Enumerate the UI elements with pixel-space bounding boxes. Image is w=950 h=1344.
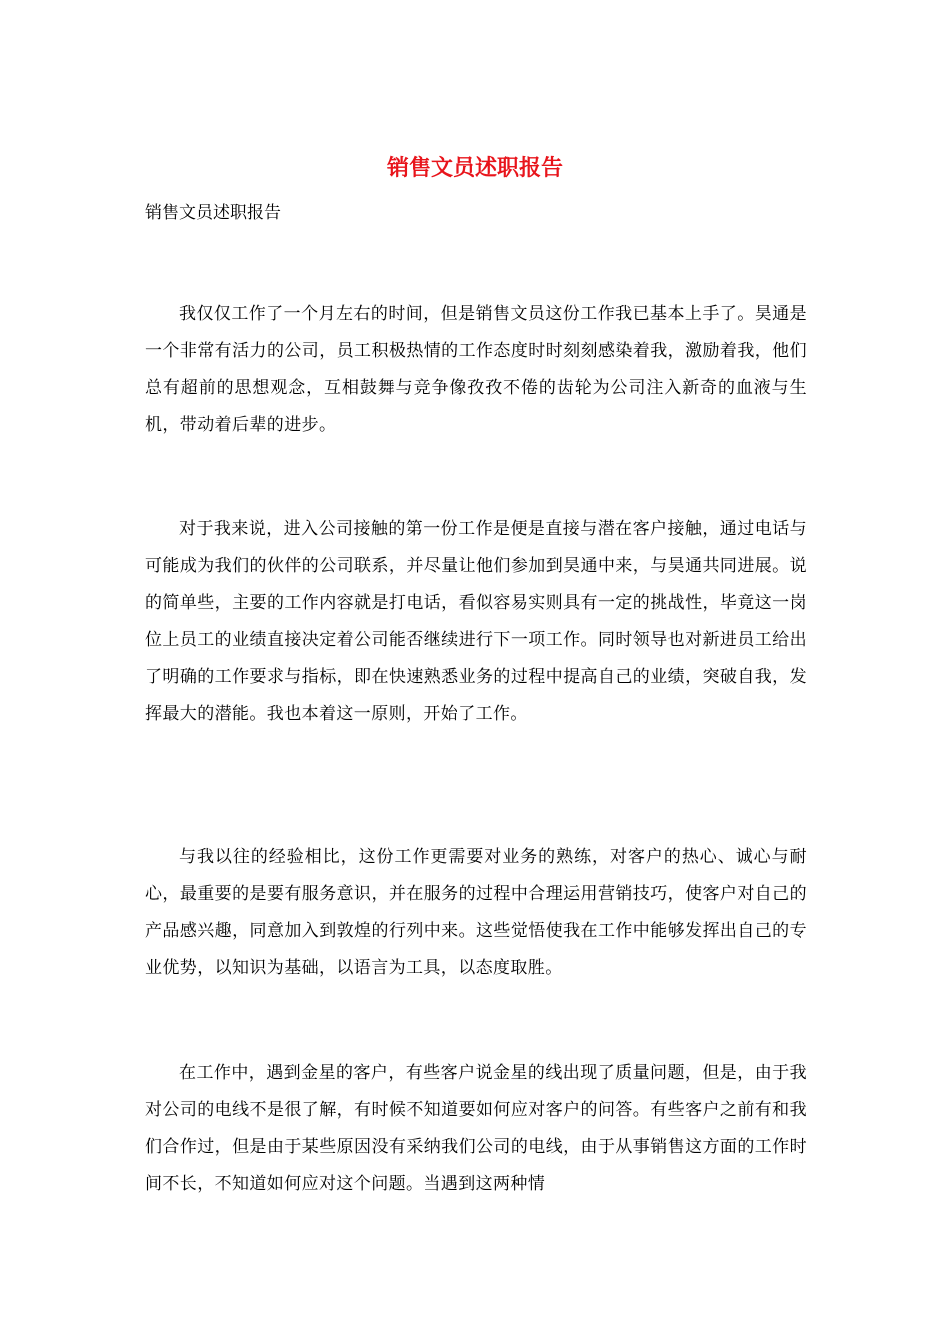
paragraph: 与我以往的经验相比，这份工作更需要对业务的熟练，对客户的热心、诚心与耐心，最重要的是要有服务意识，并在服务的过程中合理运用营销技巧，使客户对自己的产品感兴趣，同意加入到敦煌的行列中来。这些觉悟使我在工作中能够发挥出自己的专业优势，以知识为基础，以语言为工具，以态度取胜。 (145, 847, 807, 978)
paragraph: 对于我来说，进入公司接触的第一份工作是便是直接与潜在客户接触，通过电话与可能成为我们的伙伴的公司联系，并尽量让他们参加到昊通中来，与昊通共同进展。说的简单些，主要的工作内容就是打电话，看似容易实则具有一定的挑战性，毕竟这一岗位上员工的业绩直接决定着公司能否继续进行下一项工作。同时领导也对新进员工给出了明确的工作要求与指标，即在快速熟悉业务的过程中提高自己的业绩，突破自我，发挥最大的潜能。我也本着这一原则，开始了工作。 (145, 519, 807, 724)
document-title: 销售文员述职报告 (386, 155, 563, 181)
document-subtitle: 销售文员述职报告 (145, 203, 281, 223)
paragraph: 在工作中，遇到金星的客户，有些客户说金星的线出现了质量问题，但是，由于我对公司的电线不是很了解，有时候不知道要如何应对客户的问答。有些客户之前有和我们合作过，但是由于某些原因没有采纳我们公司的电线，由于从事销售这方面的工作时间不长，不知道如何应对这个问题。当遇到这两种情 (145, 1063, 807, 1194)
paragraph: 我仅仅工作了一个月左右的时间，但是销售文员这份工作我已基本上手了。昊通是一个非常有活力的公司，员工积极热情的工作态度时时刻刻感染着我，激励着我，他们总有超前的思想观念，互相鼓舞与竞争像孜孜不倦的齿轮为公司注入新奇的血液与生机，带动着后辈的进步。 (145, 304, 807, 435)
